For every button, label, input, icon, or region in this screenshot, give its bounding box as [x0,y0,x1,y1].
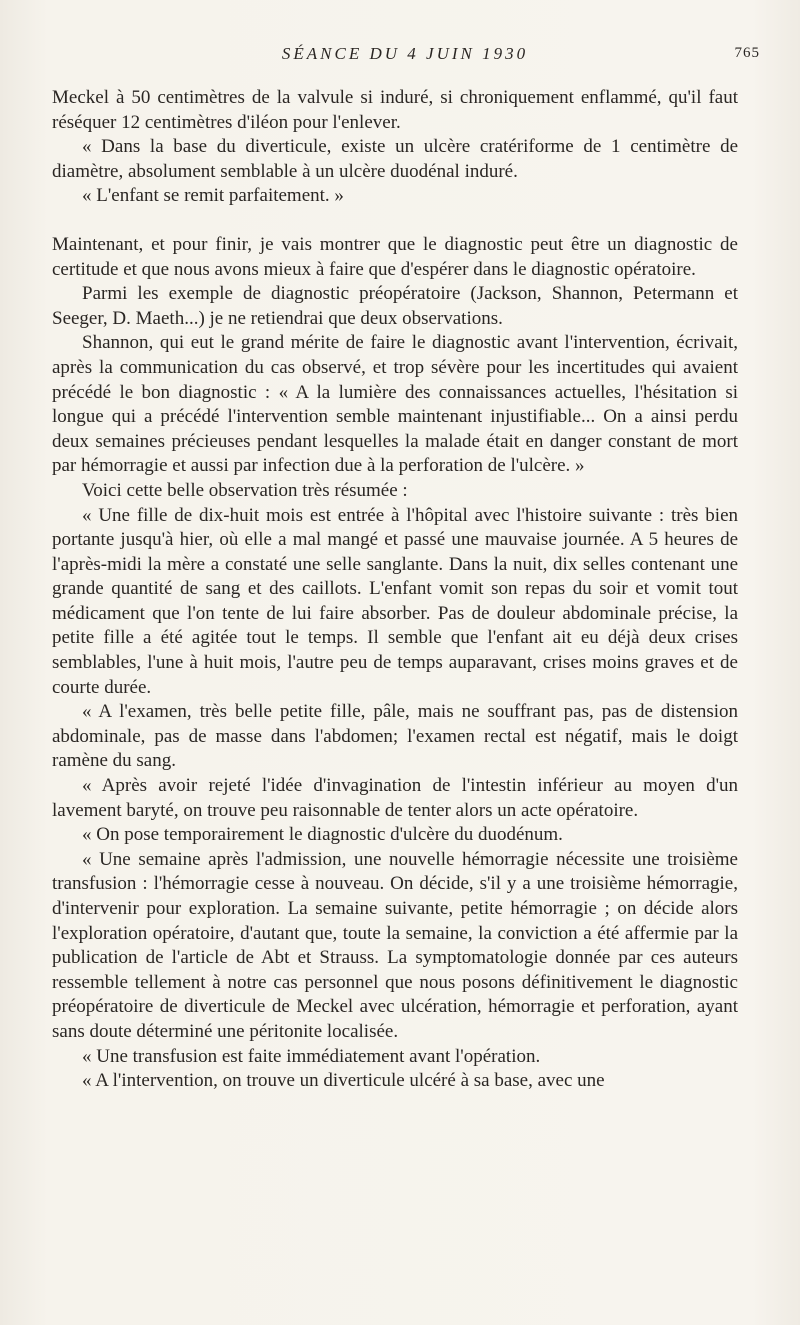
paragraph-quote: « Une transfusion est faite immédiatement avant l'opération. [82,1045,541,1067]
running-title: SÉANCE DU 4 JUIN 1930 [281,44,529,63]
paragraph: Parmi les exemple de diagnostic préopératoire (Jackson, Shannon, Petermann et Seeger, D. Maeth...) je ne retiendrai que deux observations. [52,283,738,329]
paragraph-quote-truncated: « A l'intervention, on trouve un diverticule ulcéré à sa base, avec une [82,1070,605,1092]
paragraph-quote: « Une semaine après l'admission, une nouvelle hémorragie nécessite une troisième transfusion : l'hémorragie cesse à nouveau. On décide, s'il y a une troisième hémorragie, d'intervenir pour exploration. La semaine suivante, petite hémorragie ; on décide alors l'exploration opératoire, d'autant que, toute la semaine, la conviction a été affermie par la publication de l'article de Abt et Strauss. La symptomatologie donnée par ces auteurs ressemble tellement à notre cas personnel que nous posons définitivement le diagnostic préopératoire de diverticule de Meckel avec ulcération, hémorragie et perforation, ayant sans doute déterminé une péritonite localisée. [52,848,738,1042]
body-text [52,86,738,1094]
paragraph: « Dans la base du diverticule, existe un ulcère cratériforme de 1 centimètre de diamètre, absolument semblable à un ulcère duodénal induré. [52,136,738,182]
page-number: 765 [734,45,760,61]
paragraph: Maintenant, et pour finir, je vais montrer que le diagnostic peut être un diagnostic de certitude et que nous avons mieux à faire que d'espérer dans le diagnostic opératoire. [52,233,738,280]
paragraph-quote: « A l'examen, très belle petite fille, pâle, mais ne souffrant pas, pas de distension abdominale, pas de masse dans l'abdomen; l'examen rectal est négatif, mais le doigt ramène du sang. [52,701,738,772]
paragraph: Voici cette belle observation très résumée : [82,479,408,501]
page-header [50,44,760,70]
paragraph-quote: « Une fille de dix-huit mois est entrée à l'hôpital avec l'histoire suivante : très bien portante jusqu'à hier, où elle a mal mangé et passé une mauvaise journée. A 5 heures de l'après-midi la mère a constaté une selle sanglante. Dans la nuit, dix selles contenant une grande quantité de sang et des caillots. L'enfant vomit son repas du soir et vomit tout médicament que l'on tente de lui faire absorber. Pas de douleur abdominale précise, la petite fille a été agitée tout le temps. Il semble que l'enfant ait eu déjà deux crises semblables, l'une à huit mois, l'autre peu de temps auparavant, crises moins graves et de courte durée. [52,504,738,698]
paragraph-continuation: Meckel à 50 centimètres de la valvule si induré, si chroniquement enflammé, qu'il faut réséquer 12 centimètres d'iléon pour l'enlever. [52,87,738,133]
paragraph-quote: « On pose temporairement le diagnostic d'ulcère du duodénum. [82,824,563,846]
paragraph: « L'enfant se remit parfaitement. » [82,185,344,207]
paragraph: Shannon, qui eut le grand mérite de faire le diagnostic avant l'intervention, écrivait, après la communication du cas observé, et trop sévère pour les incertitudes qui avaient précédé le bon diagnostic : « A la lumière des connaissances actuelles, l'hésitation si longue qui a précédé l'intervention semble maintenant injustifiable... On a ainsi perdu deux semaines précieuses pendant lesquelles la malade était en danger constant de mort par hémorragie et aussi par infection due à la perforation de l'ulcère. » [52,332,738,477]
paragraph-quote: « Après avoir rejeté l'idée d'invagination de l'intestin inférieur au moyen d'un lavement baryté, on trouve peu raisonnable de tenter alors un acte opératoire. [52,775,738,821]
